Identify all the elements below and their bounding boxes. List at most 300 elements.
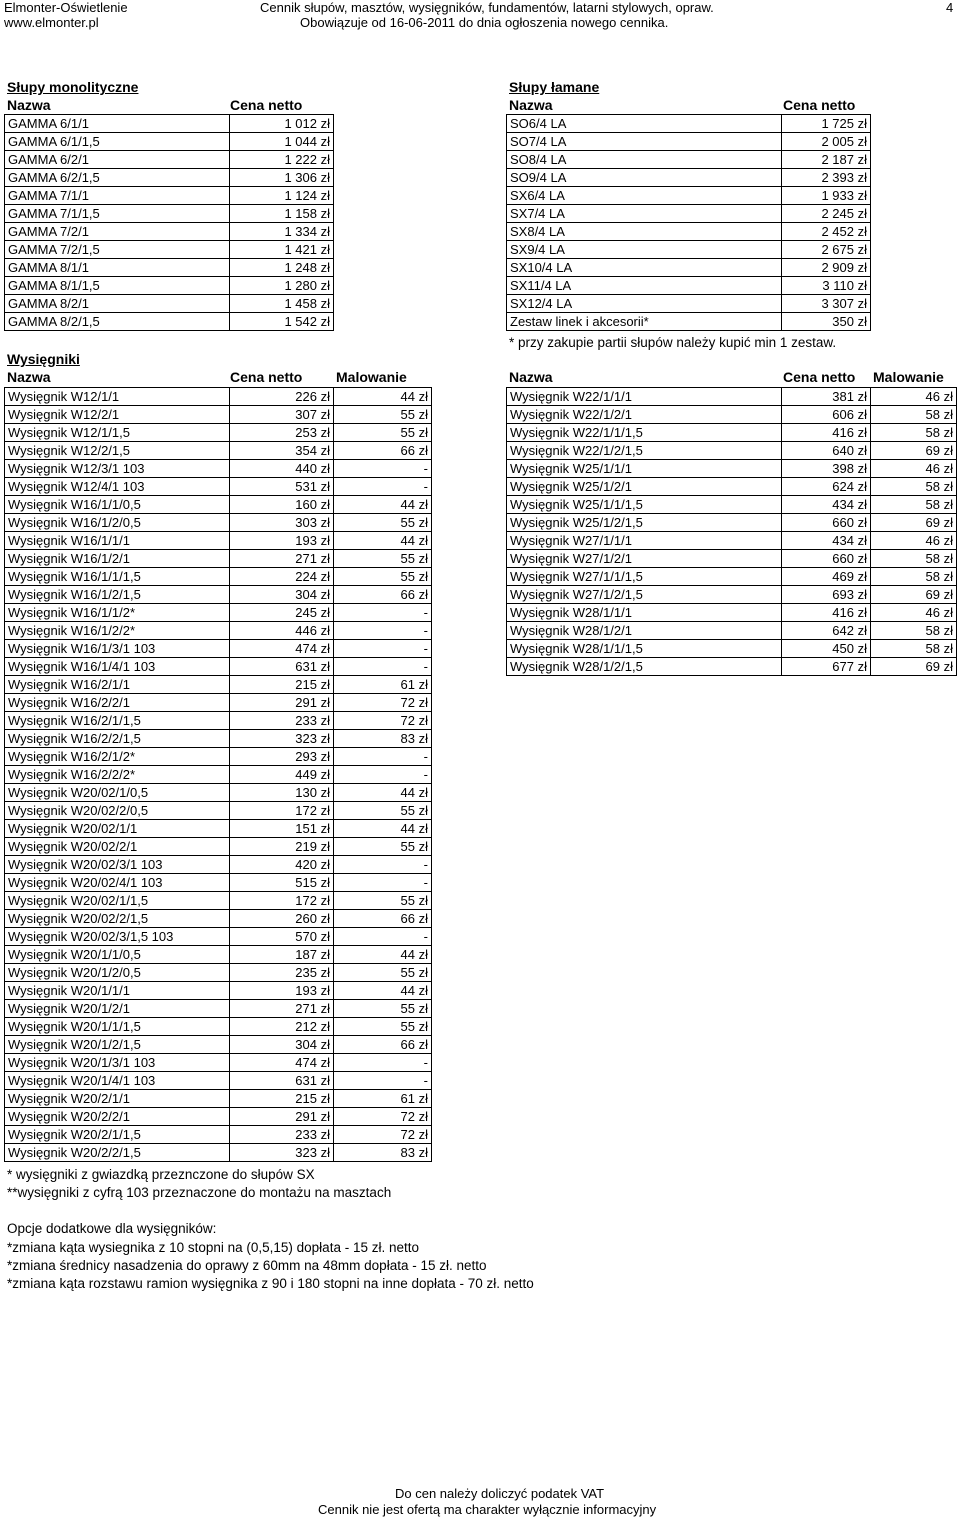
price-cell: 446 zł [230,622,334,640]
table-row [507,277,871,295]
name-cell: Wysięgnik W22/1/1/1 [507,388,782,406]
table-row [507,568,957,586]
name-cell: Wysięgnik W25/1/1/1,5 [507,496,782,514]
table-row [5,478,432,496]
name-cell: SX8/4 LA [507,223,782,241]
price-cell: 398 zł [782,460,871,478]
table-row [507,514,957,532]
price-cell: 2 245 zł [782,205,871,223]
name-cell: Wysięgnik W16/1/1/0,5 [5,496,230,514]
paint-cell: 55 zł [334,964,432,982]
arms-left-table [4,387,432,1162]
price-cell: 1 725 zł [782,115,871,133]
name-cell: Wysięgnik W20/02/1/0,5 [5,784,230,802]
table-row [5,532,432,550]
price-cell: 304 zł [230,1036,334,1054]
name-cell: Wysięgnik W27/1/1/1 [507,532,782,550]
validity-note: Obowiązuje od 16-06-2011 do dnia ogłoszenia nowego cennika. [300,15,669,30]
price-cell: 291 zł [230,1108,334,1126]
table-row [5,388,432,406]
name-cell: Wysięgnik W16/1/2/0,5 [5,514,230,532]
name-cell: Wysięgnik W16/1/3/1 103 [5,640,230,658]
page-number: 4 [946,0,954,15]
table-row [507,406,957,424]
paint-cell: 44 zł [334,946,432,964]
name-cell: GAMMA 6/2/1,5 [5,169,230,187]
price-cell: 2 393 zł [782,169,871,187]
price-cell: 624 zł [782,478,871,496]
price-cell: 450 zł [782,640,871,658]
name-cell: Wysięgnik W22/1/2/1 [507,406,782,424]
table-row [5,406,432,424]
table-row [507,205,871,223]
price-cell: 1 458 zł [230,295,334,313]
table-row [5,460,432,478]
price-cell: 187 zł [230,946,334,964]
table-row [507,622,957,640]
table-row [5,766,432,784]
price-cell: 2 452 zł [782,223,871,241]
price-cell: 1 124 zł [230,187,334,205]
mono-col-name: Nazwa [7,97,51,113]
price-cell: 130 zł [230,784,334,802]
paint-cell: - [334,1072,432,1090]
broken-col-price: Cena netto [783,97,856,113]
paint-cell: 61 zł [334,1090,432,1108]
price-cell: 160 zł [230,496,334,514]
paint-cell: 69 zł [871,586,957,604]
table-row [5,133,334,151]
name-cell: Wysięgnik W16/2/2/2* [5,766,230,784]
table-row [507,442,957,460]
name-cell: Wysięgnik W20/02/3/1,5 103 [5,928,230,946]
table-row [5,424,432,442]
price-cell: 1 280 zł [230,277,334,295]
table-row [5,1108,432,1126]
name-cell: SX7/4 LA [507,205,782,223]
table-row [5,259,334,277]
paint-cell: 72 zł [334,694,432,712]
price-cell: 303 zł [230,514,334,532]
table-row [5,892,432,910]
price-cell: 1 044 zł [230,133,334,151]
paint-cell: 66 zł [334,586,432,604]
price-cell: 293 zł [230,748,334,766]
table-row [5,964,432,982]
paint-cell: 55 zł [334,424,432,442]
name-cell: Wysięgnik W27/1/1/1,5 [507,568,782,586]
price-cell: 469 zł [782,568,871,586]
price-cell: 440 zł [230,460,334,478]
arms-left-col-price: Cena netto [230,369,303,385]
paint-cell: 69 zł [871,442,957,460]
price-cell: 235 zł [230,964,334,982]
name-cell: SO9/4 LA [507,169,782,187]
name-cell: Wysięgnik W12/2/1 [5,406,230,424]
name-cell: Wysięgnik W20/1/1/1 [5,982,230,1000]
name-cell: GAMMA 8/2/1 [5,295,230,313]
price-cell: 245 zł [230,604,334,622]
table-row [507,241,871,259]
paint-cell: 83 zł [334,1144,432,1162]
table-row [5,151,334,169]
table-row [507,133,871,151]
paint-cell: - [334,640,432,658]
price-cell: 193 zł [230,982,334,1000]
table-row [5,442,432,460]
price-cell: 416 zł [782,424,871,442]
name-cell: Wysięgnik W28/1/2/1 [507,622,782,640]
name-cell: Wysięgnik W20/02/1/1,5 [5,892,230,910]
broken-table [506,114,871,331]
paint-cell: 72 zł [334,1108,432,1126]
option-item: *zmiana średnicy nasadzenia do oprawy z 60mm na 48mm dopłata - 15 zł. netto [7,1258,487,1273]
table-row [5,1072,432,1090]
table-row [507,151,871,169]
price-cell: 224 zł [230,568,334,586]
price-cell: 215 zł [230,676,334,694]
price-cell: 2 909 zł [782,259,871,277]
price-cell: 3 307 zł [782,295,871,313]
price-cell: 291 zł [230,694,334,712]
paint-cell: 58 zł [871,550,957,568]
paint-cell: 58 zł [871,568,957,586]
table-row [5,514,432,532]
name-cell: Wysięgnik W27/1/2/1,5 [507,586,782,604]
mono-col-price: Cena netto [230,97,303,113]
paint-cell: 55 zł [334,514,432,532]
paint-cell: 66 zł [334,1036,432,1054]
paint-cell: - [334,766,432,784]
paint-cell: 58 zł [871,496,957,514]
price-cell: 642 zł [782,622,871,640]
paint-cell: - [334,604,432,622]
paint-cell: 72 zł [334,712,432,730]
paint-cell: 83 zł [334,730,432,748]
price-cell: 1 933 zł [782,187,871,205]
price-cell: 434 zł [782,496,871,514]
paint-cell: 55 zł [334,802,432,820]
table-row [5,712,432,730]
name-cell: GAMMA 7/2/1,5 [5,241,230,259]
table-row [507,187,871,205]
name-cell: SO7/4 LA [507,133,782,151]
price-cell: 606 zł [782,406,871,424]
price-cell: 323 zł [230,1144,334,1162]
price-cell: 172 zł [230,802,334,820]
paint-cell: 58 zł [871,622,957,640]
price-cell: 434 zł [782,532,871,550]
name-cell: Wysięgnik W16/2/1/1 [5,676,230,694]
name-cell: SX12/4 LA [507,295,782,313]
table-row [5,910,432,928]
price-cell: 474 zł [230,1054,334,1072]
name-cell: SX11/4 LA [507,277,782,295]
table-row [5,187,334,205]
price-cell: 1 542 zł [230,313,334,331]
name-cell: Wysięgnik W22/1/1/1,5 [507,424,782,442]
mono-section-title: Słupy monolityczne [7,79,139,95]
table-row [507,658,957,676]
name-cell: Wysięgnik W20/02/2/0,5 [5,802,230,820]
price-cell: 271 zł [230,1000,334,1018]
document-title: Cennik słupów, masztów, wysięgników, fundamentów, latarni stylowych, opraw. [260,0,714,15]
table-row [5,784,432,802]
table-row [507,424,957,442]
mono-table [4,114,334,331]
paint-cell: 69 zł [871,514,957,532]
price-cell: 2 005 zł [782,133,871,151]
name-cell: Wysięgnik W20/02/2/1,5 [5,910,230,928]
table-row [5,1090,432,1108]
name-cell: Wysięgnik W16/2/1/1,5 [5,712,230,730]
price-cell: 640 zł [782,442,871,460]
table-row [5,856,432,874]
paint-cell: 55 zł [334,1018,432,1036]
paint-cell: 44 zł [334,532,432,550]
name-cell: Wysięgnik W16/1/4/1 103 [5,658,230,676]
table-row [5,568,432,586]
price-cell: 253 zł [230,424,334,442]
table-row [5,169,334,187]
arms-right-col-paint: Malowanie [873,369,944,385]
name-cell: GAMMA 6/2/1 [5,151,230,169]
options-title: Opcje dodatkowe dla wysięgników: [7,1221,217,1236]
name-cell: GAMMA 6/1/1,5 [5,133,230,151]
name-cell: Wysięgnik W20/02/4/1 103 [5,874,230,892]
paint-cell: 44 zł [334,820,432,838]
table-row [507,496,957,514]
arms-note-103: **wysięgniki z cyfrą 103 przeznaczone do montażu na masztach [7,1185,392,1200]
name-cell: GAMMA 6/1/1 [5,115,230,133]
name-cell: Wysięgnik W20/02/1/1 [5,820,230,838]
table-row [507,640,957,658]
paint-cell: - [334,460,432,478]
paint-cell: - [334,856,432,874]
paint-cell: 55 zł [334,568,432,586]
table-row [5,550,432,568]
table-row [5,802,432,820]
name-cell: Wysięgnik W28/1/1/1,5 [507,640,782,658]
table-row [507,550,957,568]
table-row [5,115,334,133]
name-cell: Wysięgnik W20/2/1/1,5 [5,1126,230,1144]
name-cell: Wysięgnik W20/1/1/1,5 [5,1018,230,1036]
price-cell: 1 158 zł [230,205,334,223]
paint-cell: 66 zł [334,442,432,460]
website: www.elmonter.pl [4,15,99,30]
table-row [5,676,432,694]
name-cell: GAMMA 8/1/1,5 [5,277,230,295]
name-cell: Wysięgnik W12/3/1 103 [5,460,230,478]
name-cell: Wysięgnik W20/1/3/1 103 [5,1054,230,1072]
price-cell: 172 zł [230,892,334,910]
name-cell: Wysięgnik W16/2/1/2* [5,748,230,766]
price-cell: 1 421 zł [230,241,334,259]
table-row [5,928,432,946]
name-cell: Wysięgnik W16/2/2/1,5 [5,730,230,748]
name-cell: Wysięgnik W12/1/1 [5,388,230,406]
paint-cell: 58 zł [871,424,957,442]
broken-col-name: Nazwa [509,97,553,113]
paint-cell: 44 zł [334,388,432,406]
paint-cell: - [334,928,432,946]
paint-cell: 61 zł [334,676,432,694]
price-cell: 474 zł [230,640,334,658]
name-cell: Wysięgnik W16/1/1/2* [5,604,230,622]
table-row [5,277,334,295]
paint-cell: 55 zł [334,550,432,568]
arms-right-table [506,387,957,676]
paint-cell: - [334,658,432,676]
option-item: *zmiana kąta rozstawu ramion wysięgnika z 90 i 180 stopni na inne dopłata - 70 zł. netto [7,1276,534,1291]
price-cell: 2 675 zł [782,241,871,259]
name-cell: Zestaw linek i akcesorii* [507,313,782,331]
name-cell: Wysięgnik W20/1/2/1 [5,1000,230,1018]
table-row [5,694,432,712]
price-cell: 420 zł [230,856,334,874]
paint-cell: 46 zł [871,604,957,622]
paint-cell: 58 zł [871,640,957,658]
table-row [5,1054,432,1072]
price-cell: 193 zł [230,532,334,550]
name-cell: GAMMA 7/2/1 [5,223,230,241]
paint-cell: - [334,1054,432,1072]
name-cell: Wysięgnik W20/1/2/0,5 [5,964,230,982]
price-cell: 212 zł [230,1018,334,1036]
name-cell: Wysięgnik W12/4/1 103 [5,478,230,496]
name-cell: GAMMA 8/1/1 [5,259,230,277]
table-row [507,223,871,241]
paint-cell: 72 zł [334,1126,432,1144]
price-cell: 1 334 zł [230,223,334,241]
name-cell: SX10/4 LA [507,259,782,277]
table-row [5,295,334,313]
price-cell: 677 zł [782,658,871,676]
price-cell: 660 zł [782,514,871,532]
name-cell: Wysięgnik W20/1/4/1 103 [5,1072,230,1090]
paint-cell: 46 zł [871,460,957,478]
price-cell: 271 zł [230,550,334,568]
table-row [5,1000,432,1018]
arms-left-col-paint: Malowanie [336,369,407,385]
paint-cell: 55 zł [334,838,432,856]
name-cell: Wysięgnik W16/1/2/2* [5,622,230,640]
price-cell: 304 zł [230,586,334,604]
arms-left-col-name: Nazwa [7,369,51,385]
footer-disclaimer: Cennik nie jest ofertą ma charakter wyłącznie informacyjny [318,1502,657,1517]
paint-cell: 44 zł [334,982,432,1000]
table-row [5,820,432,838]
name-cell: SO8/4 LA [507,151,782,169]
name-cell: Wysięgnik W16/2/2/1 [5,694,230,712]
paint-cell: 58 zł [871,478,957,496]
price-cell: 693 zł [782,586,871,604]
table-row [507,259,871,277]
name-cell: Wysięgnik W16/1/1/1,5 [5,568,230,586]
name-cell: GAMMA 7/1/1,5 [5,205,230,223]
arms-note-star: * wysięgniki z gwiazdką przeznczone do słupów SX [7,1167,315,1182]
broken-note: * przy zakupie partii słupów należy kupić min 1 zestaw. [509,335,837,350]
table-row [5,748,432,766]
name-cell: Wysięgnik W22/1/2/1,5 [507,442,782,460]
table-row [507,295,871,313]
table-row [5,658,432,676]
table-row [507,604,957,622]
name-cell: Wysięgnik W20/02/2/1 [5,838,230,856]
table-row [507,478,957,496]
price-cell: 515 zł [230,874,334,892]
price-cell: 1 012 zł [230,115,334,133]
paint-cell: - [334,874,432,892]
paint-cell: - [334,622,432,640]
arms-right-col-price: Cena netto [783,369,856,385]
table-row [5,730,432,748]
paint-cell: 44 zł [334,496,432,514]
paint-cell: 66 zł [334,910,432,928]
footer-vat-note: Do cen należy doliczyć podatek VAT [395,1486,605,1501]
table-row [507,586,957,604]
price-cell: 354 zł [230,442,334,460]
paint-cell: - [334,478,432,496]
table-row [5,223,334,241]
paint-cell: 55 zł [334,1000,432,1018]
name-cell: Wysięgnik W12/1/1,5 [5,424,230,442]
paint-cell: 55 zł [334,892,432,910]
name-cell: SO6/4 LA [507,115,782,133]
table-row [5,1126,432,1144]
table-row [507,169,871,187]
table-row [5,313,334,331]
price-cell: 323 zł [230,730,334,748]
table-row [507,460,957,478]
paint-cell: 69 zł [871,658,957,676]
table-row [5,496,432,514]
company-name: Elmonter-Oświetlenie [4,0,128,15]
paint-cell: - [334,748,432,766]
option-item: *zmiana kąta wysiegnika z 10 stopni na (0,5,15) dopłata - 15 zł. netto [7,1240,419,1255]
paint-cell: 58 zł [871,406,957,424]
name-cell: Wysięgnik W20/02/3/1 103 [5,856,230,874]
paint-cell: 55 zł [334,406,432,424]
table-row [507,532,957,550]
name-cell: GAMMA 8/2/1,5 [5,313,230,331]
arms-right-col-name: Nazwa [509,369,553,385]
price-cell: 416 zł [782,604,871,622]
price-cell: 233 zł [230,1126,334,1144]
name-cell: Wysięgnik W20/1/1/0,5 [5,946,230,964]
name-cell: Wysięgnik W20/1/2/1,5 [5,1036,230,1054]
price-cell: 307 zł [230,406,334,424]
price-cell: 631 zł [230,658,334,676]
table-row [5,241,334,259]
name-cell: Wysięgnik W20/2/1/1 [5,1090,230,1108]
price-cell: 151 zł [230,820,334,838]
name-cell: Wysięgnik W28/1/2/1,5 [507,658,782,676]
table-row [5,1036,432,1054]
arms-section-title: Wysięgniki [7,351,80,367]
table-row [507,388,957,406]
table-row [507,313,871,331]
table-row [5,586,432,604]
name-cell: Wysięgnik W16/1/1/1 [5,532,230,550]
name-cell: Wysięgnik W25/1/2/1 [507,478,782,496]
price-cell: 233 zł [230,712,334,730]
table-row [5,838,432,856]
table-row [5,874,432,892]
name-cell: Wysięgnik W28/1/1/1 [507,604,782,622]
price-cell: 215 zł [230,1090,334,1108]
